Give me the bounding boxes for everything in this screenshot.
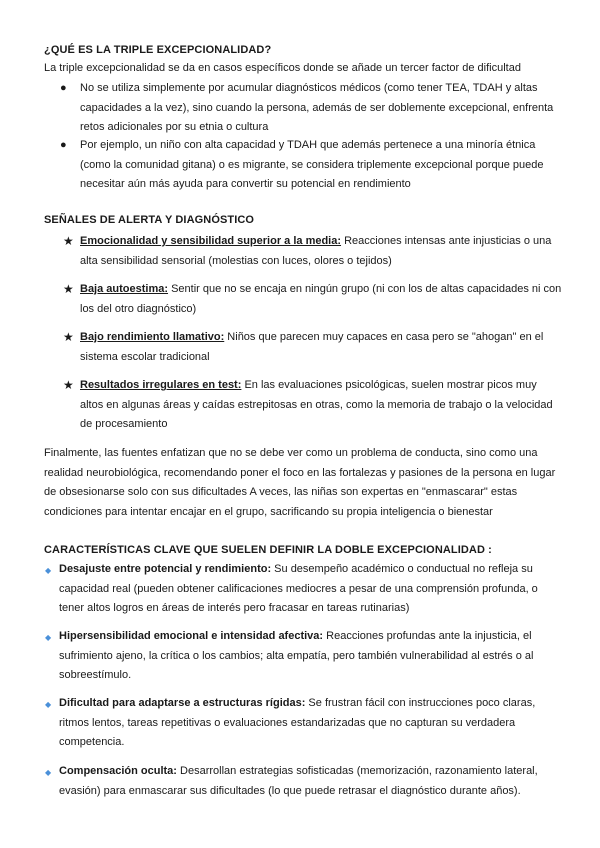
star-item (63, 328, 562, 367)
item-term: Bajo rendimiento llamativo: (80, 331, 225, 343)
item-text: En las evaluaciones psicológicas, suelen mostrar picos muy altos en algunas áreas y caídas estrepitosas en otras, como la memoria de trabajo o la velocidad de procesamiento (80, 379, 553, 430)
item-text: Reacciones profundas ante la injusticia, el sufrimiento ajeno, la crítica o los cambios; alta empatía, pero también vulnerabilidad al estrés o al sobreestímulo. (59, 630, 534, 681)
star-item (63, 376, 562, 435)
item-term: Emocionalidad y sensibilidad superior a la media: (80, 235, 342, 247)
star-item (63, 232, 562, 271)
closing-paragraph: Finalmente, las fuentes enfatizan que no se debe ver como un problema de conducta, sino como una realidad neurobiológica, recomendando poner el foco en las fortalezas y pasiones de la persona en lugar de obsesionarse solo con sus dificultades A veces, las niñas son expertas en "enmascarar" estas condiciones para intentar encajar en el grupo, sacrificando su propia inteligencia o bienestar (44, 447, 556, 518)
item-term: Dificultad para adaptarse a estructuras rígidas: (59, 697, 306, 709)
section-heading-senales: SEÑALES DE ALERTA Y DIAGNÓSTICO (44, 214, 255, 226)
item-term: Hipersensibilidad emocional e intensidad afectiva: (59, 630, 324, 642)
section-heading-caracteristicas: CARACTERÍSTICAS CLAVE QUE SUELEN DEFINIR LA DOBLE EXCEPCIONALIDAD : (44, 544, 492, 556)
bullet-text: No se utiliza simplemente por acumular diagnósticos médicos (como tener TEA, TDAH y altas capacidades a la vez), sino cuando la persona, además de ser doblemente excepcional, enfrenta retos adicionales por su etnia o cultura (80, 82, 554, 133)
bullet-item (60, 79, 562, 138)
section-heading-triple: ¿QUÉ ES LA TRIPLE EXCEPCIONALIDAD? (44, 44, 272, 56)
diamond-icon: ◆ (45, 768, 52, 777)
item-text: Reacciones intensas ante injusticias o una alta sensibilidad sensorial (molestias con luces, olores o tejidos) (80, 235, 552, 267)
diamond-item (45, 694, 562, 753)
diamond-item (45, 560, 562, 619)
star-icon: ★ (63, 234, 74, 248)
item-term: Desajuste entre potencial y rendimiento: (59, 563, 272, 575)
bullet-icon: ● (60, 139, 67, 151)
bullet-icon: ● (60, 82, 67, 94)
item-text: Desarrollan estrategias sofisticadas (memorización, razonamiento lateral, evasión) para enmascarar sus dificultades (lo que puede retrasar el diagnóstico durante años). (59, 765, 538, 797)
diamond-icon: ◆ (45, 633, 52, 642)
bullet-item (60, 136, 562, 195)
item-text: Su desempeño académico o conductual no refleja su capacidad real (pueden obtener calificaciones mediocres a pesar de una comprensión profunda, o tener altos logros en áreas de interés pero fracasar en tareas rutinarias) (59, 563, 538, 614)
diamond-item (45, 627, 562, 686)
diamond-icon: ◆ (45, 566, 52, 575)
star-item (63, 280, 562, 319)
item-text: Se frustran fácil con instrucciones poco claras, ritmos lentos, tareas repetitivas o evaluaciones estandarizadas que no capturan su verdadera competencia. (59, 697, 536, 748)
item-text: Sentir que no se encaja en ningún grupo (ni con los de altas capacidades ni con los del otro diagnóstico) (80, 283, 562, 315)
item-term: Baja autoestima: (80, 283, 169, 295)
item-term: Compensación oculta: (59, 765, 177, 777)
star-icon: ★ (63, 378, 74, 392)
diamond-item (45, 762, 562, 801)
star-icon: ★ (63, 330, 74, 344)
intro-paragraph: La triple excepcionalidad se da en casos específicos donde se añade un tercer factor de dificultad (44, 62, 521, 74)
star-icon: ★ (63, 282, 74, 296)
bullet-text: Por ejemplo, un niño con alta capacidad y TDAH que además pertenece a una minoría étnica (como la comunidad gitana) o es migrante, se considera triplemente excepcional porque puede necesitar aún más ayuda para convertir su potencial en rendimiento (80, 139, 544, 190)
diamond-icon: ◆ (45, 700, 52, 709)
item-text: Niños que parecen muy capaces en casa pero se "ahogan" en el sistema escolar tradicional (80, 331, 544, 363)
item-term: Resultados irregulares en test: (80, 379, 242, 391)
